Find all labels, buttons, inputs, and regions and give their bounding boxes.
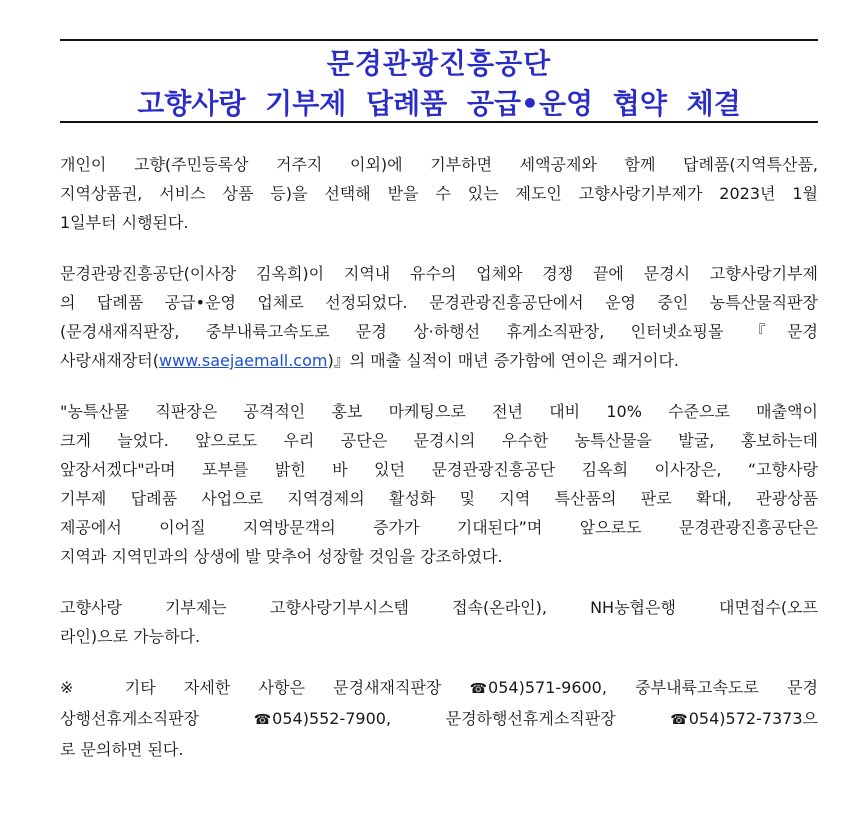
paragraph-1	[60, 150, 818, 237]
paragraph-text: ※ 기타 자세한 사항은 문경새재직판장	[60, 678, 470, 697]
saejaemall-link[interactable]: www.saejaemall.com	[158, 351, 328, 370]
paragraph-line: 라인)으로 가능하다.	[60, 627, 201, 646]
paragraph-line	[60, 673, 818, 704]
document-body	[60, 150, 818, 786]
paragraph-text: 상행선휴게소직판장	[60, 709, 254, 728]
paragraph-line: 크게 늘었다. 앞으로도 우리 공단은 문경시의 우수한 농특산물을 발굴, 홍보하는데	[60, 431, 818, 450]
paragraph-text: , 중부내륙고속도로 문경	[601, 678, 818, 697]
paragraph-line: 문경관광진흥공단(이사장 김옥희)이 지역내 유수의 업체와 경쟁 끝에 문경시 고향사랑기부제	[60, 264, 818, 283]
paragraph-line: 의 답례품 공급•운영 업체로 선정되었다. 문경관광진흥공단에서 운영 중인 농특산물직판장	[60, 293, 818, 312]
paragraph-line: 기부제 답례품 사업으로 지역경제의 활성화 및 지역 특산품의 판로 확대, 관광상품	[60, 489, 818, 508]
paragraph-line	[60, 346, 818, 375]
phone-number: 054)572-7373	[688, 709, 803, 728]
paragraph-line: 개인이 고향(주민등록상 거주지 이외)에 기부하면 세액공제와 함께 답례품(지역특산품,	[60, 155, 818, 174]
paragraph-2	[60, 259, 818, 375]
paragraph-line: 지역과 지역민과의 상생에 발 맞추어 성장할 것임을 강조하였다.	[60, 547, 503, 566]
phone-icon: ☎	[670, 712, 688, 728]
paragraph-line: 로 문의하면 된다.	[60, 740, 184, 759]
title-bottom-rule	[60, 121, 818, 123]
paragraph-line: (문경새재직판장, 중부내륙고속도로 문경 상·하행선 휴게소직판장, 인터넷쇼핑몰 『문경	[60, 322, 818, 341]
paragraph-line: 앞장서겠다"라며 포부를 밝힌 바 있던 문경관광진흥공단 김옥희 이사장은, “고향사랑	[60, 460, 818, 479]
paragraph-line: "농특산물 직판장은 공격적인 홍보 마케팅으로 전년 대비 10% 수준으로 매출액이	[60, 402, 818, 421]
title-top-rule	[60, 39, 818, 41]
phone-number: 054)571-9600	[488, 678, 602, 697]
paragraph-line	[60, 704, 818, 735]
document-title-headline: 고향사랑 기부제 답례품 공급•운영 협약 체결	[137, 87, 741, 120]
document-title-organization: 문경관광진흥공단	[326, 47, 552, 80]
paragraph-3	[60, 397, 818, 571]
phone-number: 054)552-7900	[272, 709, 386, 728]
paragraph-text: )』의 매출 실적이 매년 증가함에 연이은 쾌거이다.	[327, 351, 679, 370]
paragraph-line: 1일부터 시행된다.	[60, 213, 189, 232]
phone-icon: ☎	[469, 681, 488, 697]
paragraph-line: 제공에서 이어질 지역방문객의 증가가 기대된다”며 앞으로도 문경관광진흥공단은	[60, 518, 818, 537]
paragraph-text: , 문경하행선휴게소직판장	[385, 709, 671, 728]
paragraph-line: 고향사랑 기부제는 고향사랑기부시스템 접속(온라인), NH농협은행 대면접수(오프	[60, 598, 818, 617]
paragraph-5-contact	[60, 673, 818, 764]
paragraph-text: 으	[802, 709, 818, 728]
paragraph-text: 사랑새재장터(	[60, 351, 159, 370]
phone-icon: ☎	[253, 712, 272, 728]
paragraph-4	[60, 593, 818, 651]
paragraph-line: 지역상품권, 서비스 상품 등)을 선택해 받을 수 있는 제도인 고향사랑기부제가 2023년 1월	[60, 184, 818, 203]
